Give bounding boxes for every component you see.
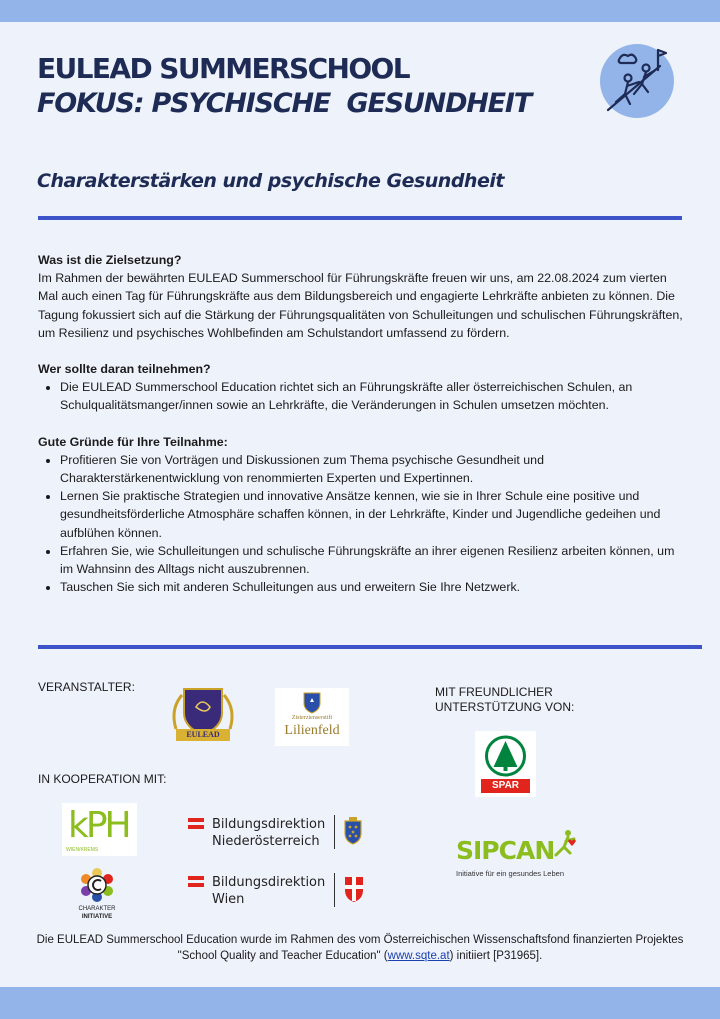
list-item: • Die EULEAD Summerschool Education richtet sich an Führungskräfte aller österreichischen Schulen, an Schulqualitätsmanger/innen sowie an Lehrkräfte, die Veränderungen in Schulen umsetzen möchten. xyxy=(60,378,688,414)
noe-coat-of-arms-icon xyxy=(344,817,362,845)
sqte-link[interactable]: www.sqte.at xyxy=(387,950,450,962)
wien-coat-of-arms-icon xyxy=(344,875,364,903)
goal-heading: Was ist die Zielsetzung? xyxy=(38,253,182,267)
reasons-list xyxy=(38,451,688,597)
list-item: • Lernen Sie praktische Strategien und innovative Ansätze kennen, wie sie in Ihrer Schule eine positive und gesundheitsförderliche Atmosphäre schaffen können, in der Lehrkräfte, Kinder und Jugendliche gedeihen und aufblühen können. xyxy=(60,487,688,542)
title-line-2: FOKUS: PSYCHISCHE GESUNDHEIT xyxy=(37,88,531,119)
footer-note: Die EULEAD Summerschool Education wurde im Rahmen des vom Österreichischen Wissenschaftsfond finanzierten Projektes "School Quality and Teacher Education" (www.sqte.at) initiiert [P31965]. xyxy=(36,934,684,962)
goal-text: Im Rahmen der bewährten EULEAD Summerschool für Führungskräfte freuen wir uns, am 22.08.2024 zum vierten Mal auch einen Tag für Führungskräfte aus dem Bildungsbereich und engagierte Lehrkräfte anbieten zu können. Die Tagung fokussiert sich auf die Stärkung der Führungsqualitäten von Schulleitungen und schulischen Führungskräften, um Resilienz und psychisches Wohlbefinden am Schulstandort umfassend zu fördern. xyxy=(38,271,683,340)
climbing-people-icon xyxy=(600,44,674,118)
charakter-initiative-logo: CHARAKTER INITIATIVE xyxy=(70,867,124,923)
audience-list xyxy=(38,378,688,414)
spar-logo xyxy=(475,731,536,797)
bottom-band xyxy=(0,987,720,1019)
list-item: • Profitieren Sie von Vorträgen und Diskussionen zum Thema psychische Gesundheit und Charakterstärkenentwicklung von renommierten Experten und Expertinnen. xyxy=(60,451,688,487)
list-item: • Erfahren Sie, wie Schulleitungen und schulische Führungskräfte an ihrer eigenen Resilienz arbeiten können, um im Wahnsinn des Alltags nicht auszubrennen. xyxy=(60,542,688,578)
top-band xyxy=(0,0,720,22)
austria-flag-icon xyxy=(188,876,204,888)
flower-icon xyxy=(79,867,115,903)
running-person-icon xyxy=(554,829,578,861)
subtitle: Charakterstärken und psychische Gesundheit xyxy=(37,170,504,192)
spar-tree-icon xyxy=(481,735,530,777)
bildungsdirektion-wien-logo: Bildungsdirektion Wien xyxy=(188,873,366,909)
coat-of-arms-icon xyxy=(303,692,321,714)
cooperation-label: IN KOOPERATION MIT: xyxy=(38,772,167,786)
reasons-heading: Gute Gründe für Ihre Teilnahme: xyxy=(38,434,228,449)
sipcan-logo: SIPCAN Initiative für ein gesundes Leben xyxy=(456,829,580,881)
title-line-1: EULEAD SUMMERSCHOOL xyxy=(37,52,410,85)
audience-heading: Wer sollte daran teilnehmen? xyxy=(38,362,211,377)
lilienfeld-logo: Zisterzienserstift Lilienfeld xyxy=(275,688,349,746)
divider-bottom xyxy=(38,645,702,649)
divider-top xyxy=(38,216,682,220)
spar-text: SPAR xyxy=(481,779,530,793)
organizer-label: VERANSTALTER: xyxy=(38,680,135,694)
list-item: • Tauschen Sie sich mit anderen Schulleitungen aus und erweitern Sie Ihre Netzwerk. xyxy=(60,578,688,596)
kph-logo: kPH WIEN/KREMS xyxy=(62,803,137,856)
bildungsdirektion-noe-logo: Bildungsdirektion Niederösterreich xyxy=(188,815,366,851)
eulead-logo-text: EULEAD xyxy=(186,730,220,739)
support-label: MIT FREUNDLICHER UNTERSTÜTZUNG VON: xyxy=(435,685,575,714)
austria-flag-icon xyxy=(188,818,204,830)
eulead-logo xyxy=(170,685,236,745)
main-content xyxy=(38,251,688,596)
